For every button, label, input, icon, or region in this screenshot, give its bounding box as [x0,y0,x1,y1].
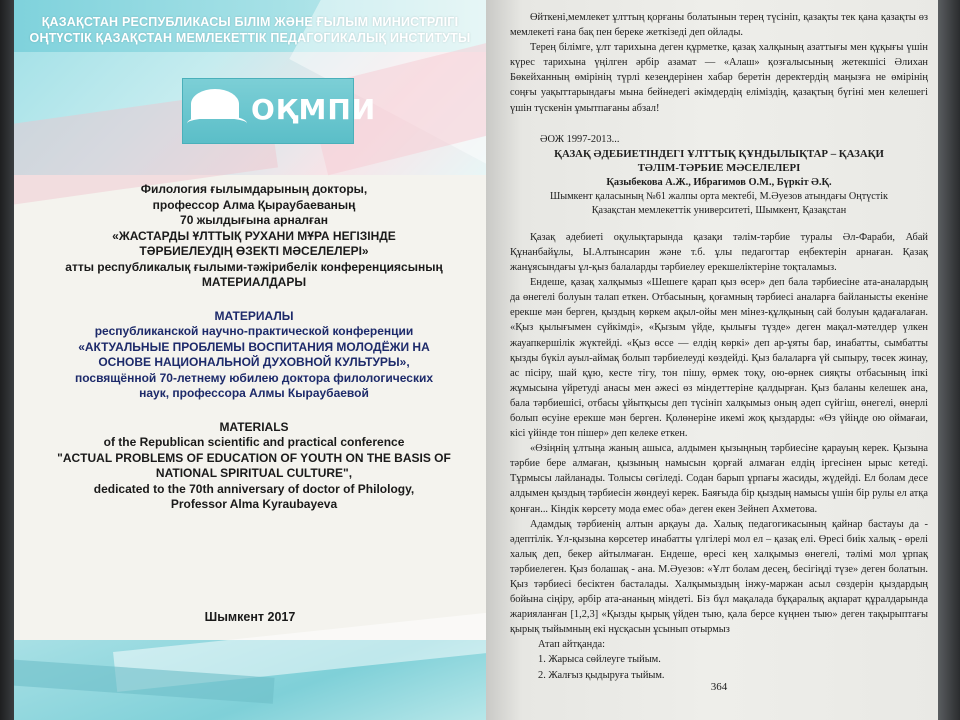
udc-code: ӘОЖ 1997-2013... [540,133,620,145]
cover-line: «ЖАСТАРДЫ ҰЛТТЫҚ РУХАНИ МҰРА НЕГІЗІНДЕ [112,228,396,243]
article-title-line: ТӘЛІМ-ТӘРБИЕ МӘСЕЛЕЛЕРІ [637,161,801,174]
article-affiliation [510,190,928,218]
paragraph: Өйткені,мемлекет ұлттың қорғаны болатынын терең түсініп, қазақты тек қана қазақты өз мемлекеті ғана бақ пен береке жеткізеді деп ойлады. [510,12,928,39]
cover-line: NATIONAL SPIRITUAL CULTURE", [155,466,353,480]
cover-line: of the Republican scientific and practical conference [103,435,405,449]
book-cover [14,0,486,720]
article-title [510,147,928,175]
cover-line: профессор Алма Қыраубаеваның [152,197,356,212]
institute-line: ОҢТҮСТІК ҚАЗАҚСТАН МЕМЛЕКЕТТІК ПЕДАГОГИКАЛЫҚ ИНСТИТУТЫ [29,31,471,45]
city-year: Шымкент 2017 [204,610,296,624]
list-heading: Атап айтқанда: [538,639,606,651]
paragraph: Қазақ әдебиеті оқулықтарында қазақи тәлім-тәрбие туралы Әл-Фараби, Абай Құнанбайұлы, Ы.Алтынсарин және т.б. ұлы педагогтар еңбектерін арнаған. Қазақ жанұясындағы ұл-қыз балаларды тәрбиелеу ерекшеліктеріне тоқталамыз. [510,231,928,274]
wave-icon [187,115,247,132]
paragraph: «Өзіңнің ұлтыңа жаның ашыса, алдымен қызыңның тәрбиесіне қарауың керек. Қызына тәрбие бере алмаған, қызының намысын қорғай алмаған елдің іргесінен ырыс кетеді. Тұрмысы лайланады. Толысы сөгіледі. Содан барып ұрпағы жасиды, жүдейді. Ел болам десе алдымен қыздың тәрбиесін жөндеуі керек. Баяғыда бір қыздың намысы үшін бір рулы ел атқа қонған... Кіндік көрсету мода емес оба» деген екен Зейнеп Ахметова. [510,443,928,515]
cover-line: посвящённой 70-летнему юбилею доктора филологических [74,370,434,385]
cover-line: dedicated to the 70th anniversary of doctor of Philology, [93,481,415,496]
cover-line: МАТЕРИАЛДАРЫ [201,275,307,289]
affiliation-line: Шымкент қаласының №61 жалпы орта мектебі, М.Әуезов атындағы Оңтүстік [549,190,889,202]
article-title-line: ҚАЗАҚ ӘДЕБИЕТІНДЕГІ ҰЛТТЫҚ ҚҰНДЫЛЫҚТАР – ҚАЗАҚИ [554,147,884,160]
list-item: 2. Жалғыз қыдыруға тыйым. [538,669,665,681]
cover-line: Филология ғылымдарының докторы, [140,182,368,196]
affiliation-line: Қазақстан мемлекеттік университеті, Шымкент, Қазақстан [591,204,847,216]
ministry-line: ҚАЗАҚСТАН РЕСПУБЛИКАСЫ БІЛІМ ЖӘНЕ ҒЫЛЫМ МИНИСТРЛІГІ [41,15,459,29]
institute-logo [182,78,377,144]
cover-line: наук, профессора Алмы Кыраубаевой [139,386,369,400]
paragraph: Ендеше, қазақ халқымыз «Шешеге қарап қыз өсер» деп бала тәрбиесіне ата-аналардың да өнегелі болуын талап еткен. Отбасының, қоғамның тәрбиесі аналарға байланысты екеніне ерекше мән берген, қыздың көркем ақыл-ойы мен мінез-құлқының сай болуын қадағалаған. «Қыз қылығымен сүйкімді», «Қызым үйде, қылығы түзде» деген мақал-мәтелдер үлкен жауапкершілік жүктейді. «Қыз өссе — елдің көркі» деп ар-ұяты бар, инабатты, сымбатты қызды бүкіл ауыл-аймақ болып тәрбиелеуді көздейді. Қыз балаларға үй сыпыру, төсек жинау, ас пісіру, шай құю, кесте тігу, тон пішу, өрмек тоқу, ою-өрнек сияқты отбасының іпкі жұмысына үйретуді анасы мен әжесі өз міндеттеріне қалдырған. Қыз баланы келешек ана, бала тәрбиешісі, отбасы ұйытқысы деп түсініп халқымыз оның әдеп сүйгіш, өнегелі, өнерлі болып өсуіне ерекше мән берген. Қолөнеріне икемі жоқ қыздарды: «Өз үйіңде ою оймағаи, кісі үйінде тон пішер» деп келеке еткен. [510,277,928,440]
article-page [486,0,938,720]
cover-line: "ACTUAL PROBLEMS OF EDUCATION OF YOUTH ON THE BASIS OF [57,450,451,465]
cover-line: «АКТУАЛЬНЫЕ ПРОБЛЕМЫ ВОСПИТАНИЯ МОЛОДЁЖИ НА [78,339,430,354]
russian-title-block [54,309,454,402]
paragraph: Терең білімге, ұлт тарихына деген құрметке, қазақ халқының азаттығы мен құқығы үшін күрес тарихына үңілген әрбір азамат — «Алаш» қозғалысының жетекшісі Әлихан Бөкейханның өмірінің түрлі кезеңдерінен хабар беретін деректердің маңызға не өмірінің соңғы уақыттарындағы мына бейнедегі әкімдердің еліміздің, қазақтың бүгіні мен келешегі үшін түскенін ұмытпағаны абзал! [510,42,928,114]
page-number: 364 [710,681,728,693]
list-item: 1. Жарыса сөйлеуге тыйым. [538,654,661,666]
cover-line: Professor Alma Kyraubayeva [170,497,338,511]
cover-text-block [54,182,454,513]
paragraph: Адамдық тәрбиенің алтын арқауы да. Халық педагогикасының қайнар бастауы да - әдептілік. Ұл-қызына көрсетер инабатты үлгілері мол ел – қазақ елі. Өресі биік халық - өрелі халық деп, бекер айтылмаған. Ендеше, өресі кең халқымыз өнегелі, тәлімі мол ұрпақ тәрбиелеген. Қыз болашақ - ана. М.Әуезов: «Ұлт болам десең, бесігіңді түзе» деген болатын. Қыз тәрбиесі бесіктен басталады. Халқымыздың інжу-маржан асыл сөздерін қыздардың бойына сіңіру, әрбір ата-ананың міндеті. Біз бұл мақалада бұқаралық ақпарат құралдарында жарияланған [1,2,3] «Қызды қырық үйден тыю, қала берсе күңнен тыю» деген тақырыптағы қырық тыйымның екі нұсқасын ұсынып отырмыз [510,518,928,636]
logo-text: ОҚМПИ [251,93,377,126]
article-authors: Қазыбекова А.Ж., Ибрагимов О.М., Бүркіт Ә.Қ. [606,176,832,188]
ministry-header [14,14,486,46]
kazakh-title-block [54,182,454,291]
table-edge-left [0,0,14,720]
cover-line: ОСНОВЕ НАЦИОНАЛЬНОЙ ДУХОВНОЙ КУЛЬТУРЫ», [98,355,410,369]
cover-line: ТӘРБИЕЛЕУДІҢ ӨЗЕКТІ МӘСЕЛЕЛЕРІ» [139,244,369,258]
cover-line: 70 жылдығына арналған [180,213,328,227]
english-title-block [54,420,454,513]
page-content [510,10,928,693]
cover-line: республиканской научно-практической конференции [94,324,414,338]
cover-line: МАТЕРИАЛЫ [214,308,294,323]
cover-line: MATERIALS [219,419,289,434]
cover-line: атты республикалық ғылыми-тәжірибелік конференциясының [65,259,443,274]
table-edge-right [938,0,960,720]
